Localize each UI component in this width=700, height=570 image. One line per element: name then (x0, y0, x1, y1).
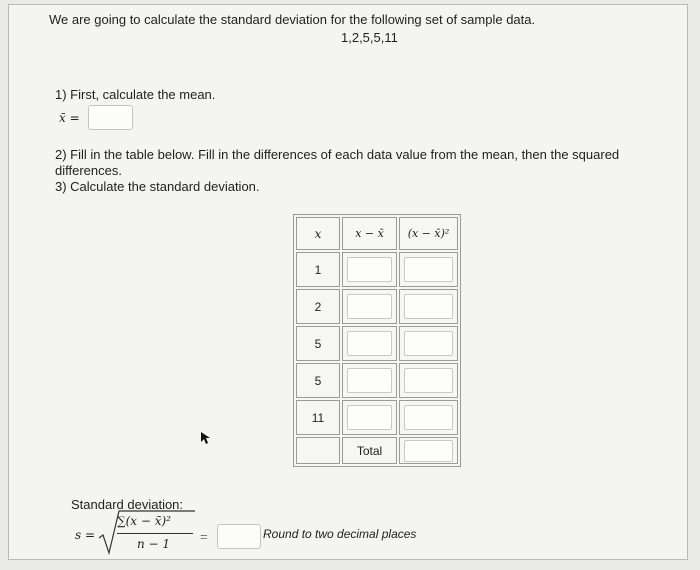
table-row (399, 326, 458, 361)
round-note: Round to two decimal places (263, 527, 417, 541)
total-row-empty (296, 437, 340, 464)
step2-line2: differences. (55, 163, 122, 178)
mouse-cursor-icon (200, 431, 212, 450)
table-row (399, 289, 458, 324)
formula-equals: = (200, 529, 208, 544)
table-row (342, 400, 397, 435)
diff-input-3[interactable] (347, 331, 392, 356)
step2-line1: 2) Fill in the table below. Fill in the differences of each data value from the mean, then the squared (55, 147, 620, 162)
sqdiff-input-1[interactable] (404, 257, 453, 282)
s-equals: s = (75, 528, 96, 542)
table-row (342, 326, 397, 361)
fraction-bar (117, 533, 193, 534)
header-sqdiff: (x − x̄)² (399, 217, 458, 250)
total-row (399, 437, 458, 464)
formula-denominator: n − 1 (137, 537, 171, 551)
data-set-text: 1,2,5,5,11 (341, 30, 398, 45)
mean-symbol: x̄ = (59, 111, 80, 125)
table-row-x: 11 (296, 400, 340, 435)
step3-label: 3) Calculate the standard deviation. (55, 179, 260, 194)
table-row (399, 363, 458, 398)
total-label: Total (342, 437, 397, 464)
diff-input-4[interactable] (347, 368, 392, 393)
sd-title: Standard deviation: (71, 497, 184, 512)
diff-input-5[interactable] (347, 405, 392, 430)
sd-input[interactable] (217, 524, 261, 549)
table-row-x: 5 (296, 363, 340, 398)
formula-numerator: ∑(x − x̄)² (117, 514, 171, 528)
diff-input-2[interactable] (347, 294, 392, 319)
mean-input[interactable] (88, 105, 133, 130)
sqdiff-input-3[interactable] (404, 331, 453, 356)
table-row-x: 5 (296, 326, 340, 361)
header-x: x (296, 217, 340, 250)
table-row (342, 252, 397, 287)
sqdiff-total-input[interactable] (404, 440, 453, 462)
table-row (399, 252, 458, 287)
step1-label: 1) First, calculate the mean. (55, 87, 216, 102)
sqdiff-input-5[interactable] (404, 405, 453, 430)
table-row (342, 289, 397, 324)
sqdiff-input-4[interactable] (404, 368, 453, 393)
table-row (399, 400, 458, 435)
question-card (8, 4, 688, 560)
sqdiff-input-2[interactable] (404, 294, 453, 319)
table-row-x: 2 (296, 289, 340, 324)
deviation-table (293, 214, 461, 467)
table-row-x: 1 (296, 252, 340, 287)
header-diff: x − x̄ (342, 217, 397, 250)
intro-text: We are going to calculate the standard deviation for the following set of sample data. (49, 12, 536, 27)
table-row (342, 363, 397, 398)
diff-input-1[interactable] (347, 257, 392, 282)
